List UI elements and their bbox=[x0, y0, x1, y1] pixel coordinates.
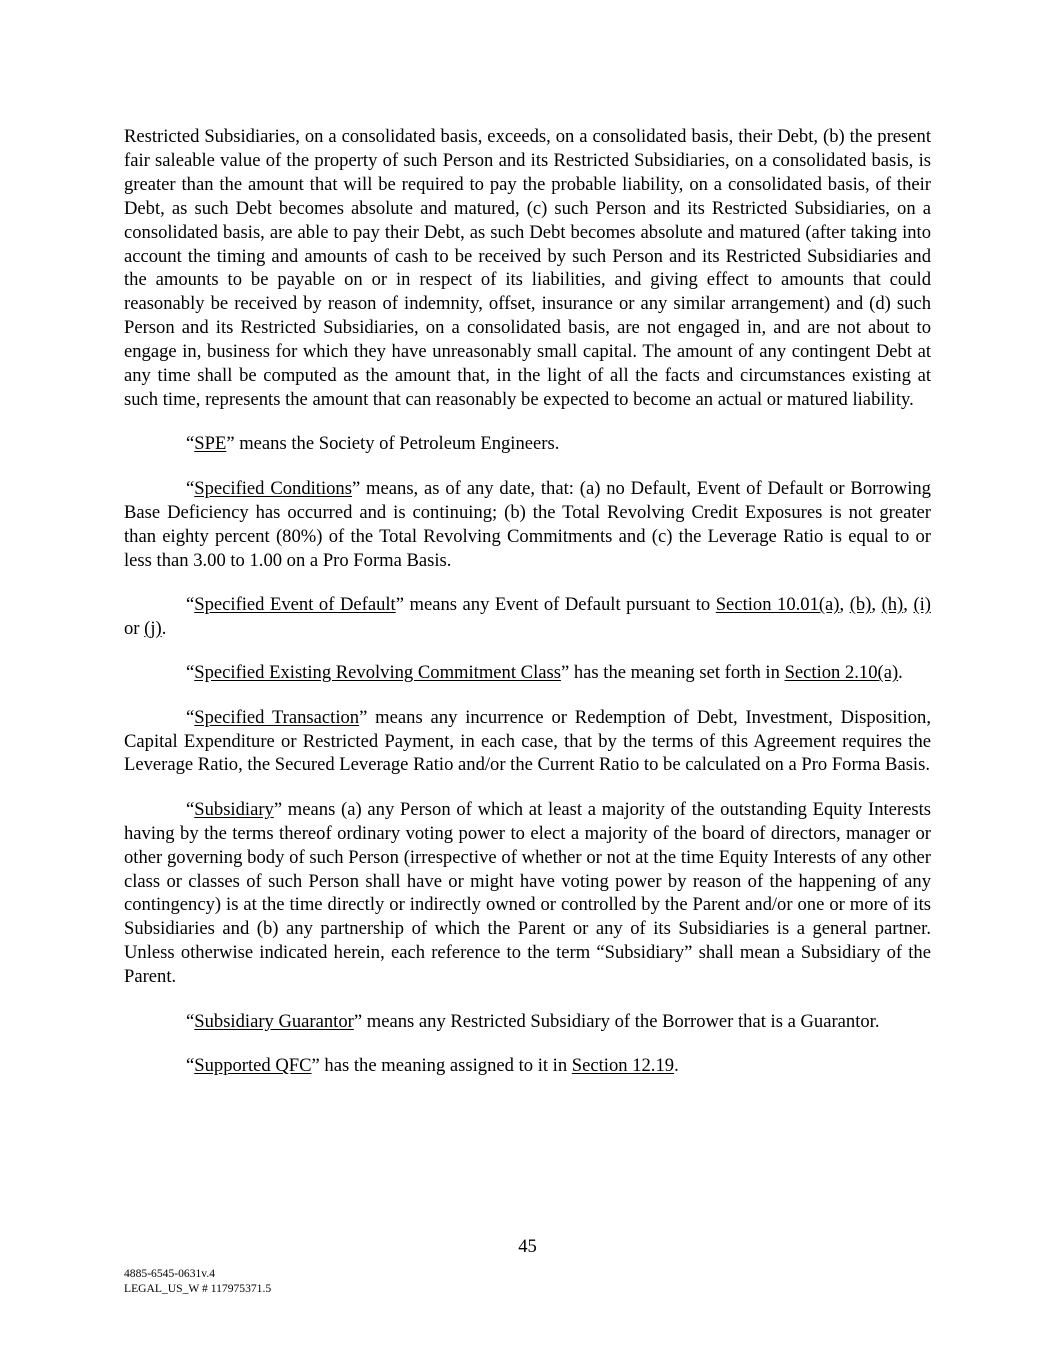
open-quote: “ bbox=[186, 1055, 195, 1076]
defined-term: Specified Existing Revolving Commitment Class bbox=[194, 662, 561, 684]
definition-text: ” means any Restricted Subsidiary of the Borrower that is a Guarantor. bbox=[353, 1010, 880, 1032]
separator: , bbox=[871, 593, 882, 615]
section-reference: Section 10.01(a) bbox=[715, 593, 840, 615]
defined-term: Specified Transaction bbox=[194, 706, 360, 728]
definition-specified-conditions bbox=[124, 477, 931, 573]
separator: , bbox=[903, 593, 914, 615]
definition-subsidiary bbox=[124, 798, 931, 989]
defined-term: Subsidiary bbox=[194, 798, 274, 820]
open-quote: “ bbox=[186, 593, 195, 615]
defined-term: Specified Event of Default bbox=[194, 593, 396, 615]
defined-term: SPE bbox=[194, 433, 227, 455]
open-quote: “ bbox=[186, 798, 195, 820]
open-quote: “ bbox=[186, 433, 195, 455]
doc-id-line: 4885-6545-0631v.4 bbox=[124, 1267, 216, 1280]
document-identifiers bbox=[124, 1267, 271, 1296]
definition-supported-qfc bbox=[124, 1054, 931, 1078]
section-reference: (i) bbox=[913, 593, 931, 615]
definition-text: ” means any Event of Default pursuant to bbox=[395, 593, 716, 615]
section-reference: (b) bbox=[849, 593, 872, 615]
open-quote: “ bbox=[186, 706, 195, 728]
section-reference: (h) bbox=[881, 593, 904, 615]
definition-text: ” has the meaning set forth in bbox=[560, 662, 785, 684]
open-quote: “ bbox=[186, 662, 195, 684]
definition-subsidiary-guarantor bbox=[124, 1010, 931, 1034]
section-reference: Section 2.10(a) bbox=[784, 662, 899, 684]
page-number: 45 bbox=[518, 1236, 537, 1257]
definition-specified-existing-revolving-commitment-class bbox=[124, 661, 931, 685]
definition-text: ” means (a) any Person of which at least a majority of the outstanding Equity Interests having by the terms thereof ordinary voting power to elect a majority of the board of directors, manager or other governing body of such Person (irrespective of whether or not at the time Equity Interests of any other class or classes of such Person shall have or might have voting power by reason of the happening of any contingency) is at the time directly or indirectly owned or controlled by the Parent and/or one or more of its Subsidiaries and (b) any partnership of which the Parent or any of its Subsidiaries is a general partner. Unless otherwise indicated herein, each reference to the term “Subsidiary” shall mean a Subsidiary of the Parent. bbox=[124, 798, 931, 988]
separator: . bbox=[674, 1055, 679, 1076]
defined-term: Specified Conditions bbox=[194, 477, 352, 499]
open-quote: “ bbox=[186, 1010, 195, 1032]
definition-specified-transaction bbox=[124, 706, 931, 778]
definition-text: ” means any incurrence or Redemption of Debt, Investment, Disposition, Capital Expenditure or Restricted Payment, in each case, that by the terms of this Agreement requires the Leverage Ratio, the Secured Leverage Ratio and/or the Current Ratio to be calculated on a Pro Forma Basis. bbox=[124, 706, 931, 776]
separator: . bbox=[898, 662, 903, 684]
paragraph-text: Restricted Subsidiaries, on a consolidated basis, exceeds, on a consolidated basis, their Debt, (b) the present fair saleable value of the property of such Person and its Restricted Subsidiaries, on a consolidated basis, is greater than the amount that will be required to pay the probable liability, on a consolidated basis, of their Debt, as such Debt becomes absolute and matured, (c) such Person and its Restricted Subsidiaries, on a consolidated basis, are able to pay their Debt, as such Debt becomes absolute and matured (after taking into account the timing and amounts of cash to be received by such Person and its Restricted Subsidiaries and the amounts to be payable on or in respect of its liabilities, and giving effect to amounts that could reasonably be received by reason of indemnity, offset, insurance or any similar arrangement) and (d) such Person and its Restricted Subsidiaries, on a consolidated basis, are not engaged in, and are not about to engage in, business for which they have unreasonably small capital. The amount of any contingent Debt at any time shall be computed as the amount that, in the light of all the facts and circumstances existing at such time, represents the amount that can reasonably be expected to become an actual or matured liability. bbox=[124, 126, 931, 410]
definition-text: ” has the meaning assigned to it in bbox=[311, 1055, 572, 1076]
doc-id-line: LEGAL_US_W # 117975371.5 bbox=[124, 1281, 272, 1295]
definition-specified-event-of-default bbox=[124, 593, 931, 641]
defined-term: Supported QFC bbox=[194, 1055, 312, 1076]
defined-term: Subsidiary Guarantor bbox=[194, 1010, 354, 1032]
open-quote: “ bbox=[186, 477, 195, 499]
separator: . bbox=[161, 617, 167, 639]
paragraph-solvent-continuation bbox=[124, 125, 931, 412]
section-reference: Section 12.19 bbox=[571, 1055, 675, 1076]
definition-spe bbox=[124, 432, 931, 456]
section-reference: (j) bbox=[144, 617, 162, 639]
separator: , bbox=[839, 593, 850, 615]
separator: or bbox=[124, 617, 145, 639]
definition-text: ” means the Society of Petroleum Engineers. bbox=[226, 433, 560, 455]
definition-text: ” means, as of any date, that: (a) no Default, Event of Default or Borrowing Base Deficiency has occurred and is continuing; (b) the Total Revolving Credit Exposures is not greater than eighty percent (80%) of the Total Revolving Commitments and (c) the Leverage Ratio is equal to or less than 3.00 to 1.00 on a Pro Forma Basis. bbox=[124, 477, 931, 571]
document-body bbox=[124, 125, 931, 1098]
